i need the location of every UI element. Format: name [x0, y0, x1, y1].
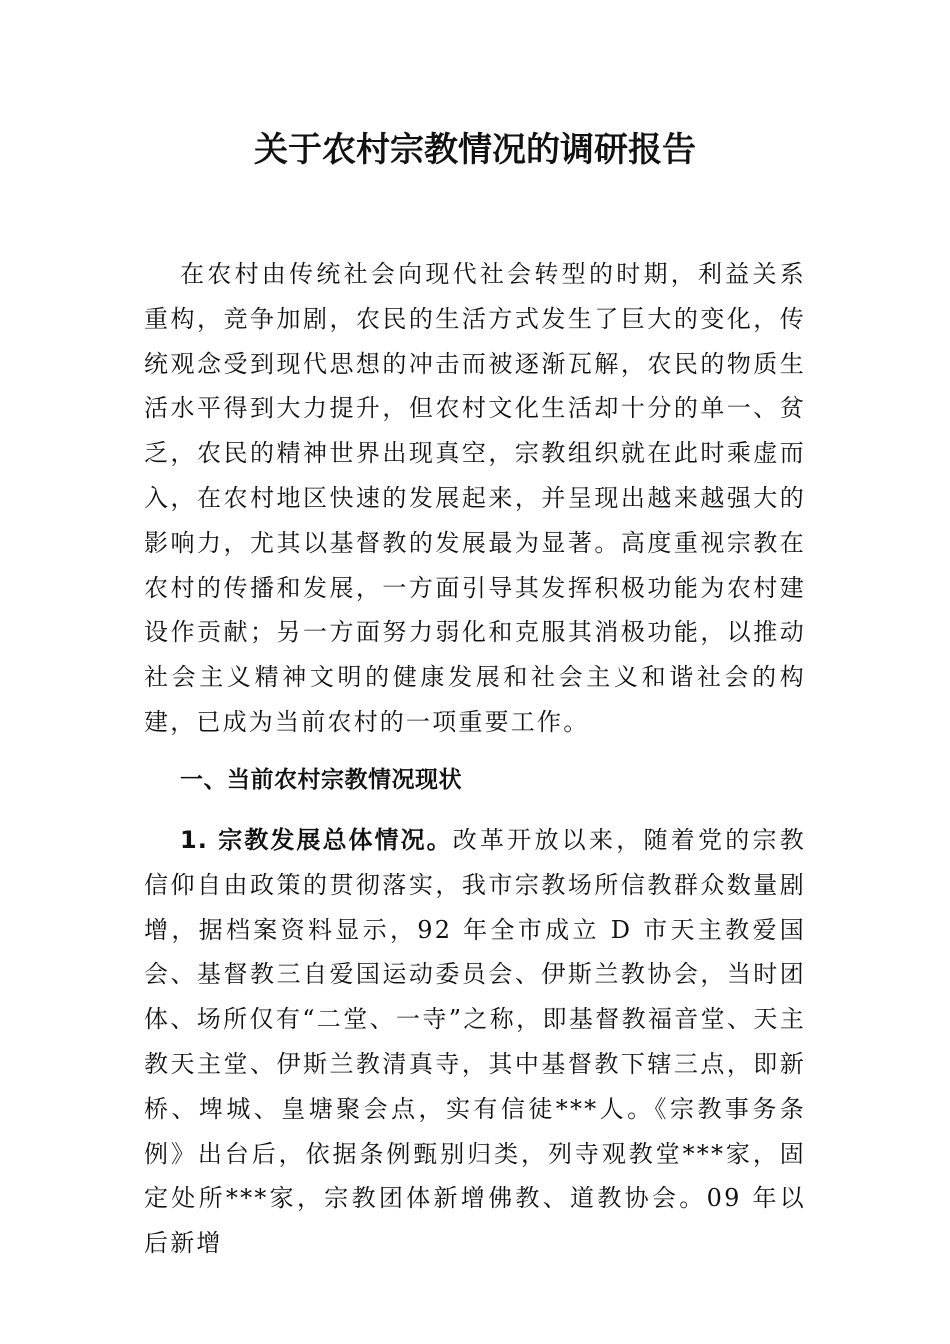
intro-paragraph: 在农村由传统社会向现代社会转型的时期，利益关系重构，竞争加剧，农民的生活方式发生了巨大的变化，传统观念受到现代思想的冲击而被逐渐瓦解，农民的物质生活水平得到大力提升，但农村文化生活却十分的单一、贫乏，农民的精神世界出现真空，宗教组织就在此时乘虚而入，在农村地区快速的发展起来，并呈现出越来越强大的影响力，尤其以基督教的发展最为显著。高度重视宗教在农村的传播和发展，一方面引导其发挥积极功能为农村建设作贡献；另一方面努力弱化和克服其消极功能，以推动社会主义精神文明的健康发展和社会主义和谐社会的构建，已成为当前农村的一项重要工作。 [144, 260, 806, 736]
paragraph-overall-development [144, 818, 806, 1266]
document-title: 关于农村宗教情况的调研报告 [254, 130, 696, 170]
paragraph-body-text: 改革开放以来，随着党的宗教信仰自由政策的贯彻落实，我市宗教场所信教群众数量剧增，据档案资料显示，92 年全市成立 D 市天主教爱国会、基督教三自爱国运动委员会、伊斯兰教协会，当时团体、场所仅有“二堂、一寺”之称，即基督教福音堂、天主教天主堂、伊斯兰教清真寺，其中基督教下辖三点，即新桥、埤城、皇塘聚会点，实有信徒***人。《宗教事务条例》出台后，依据条例甄别归类，列寺观教堂***家，固定处所***家，宗教团体新增佛教、道教协会。09 年以后新增 [144, 826, 806, 1258]
section-heading-current-situation: 一、当前农村宗教情况现状 [180, 767, 462, 793]
paragraph-lead-heading: 1. 宗教发展总体情况。 [180, 826, 453, 854]
